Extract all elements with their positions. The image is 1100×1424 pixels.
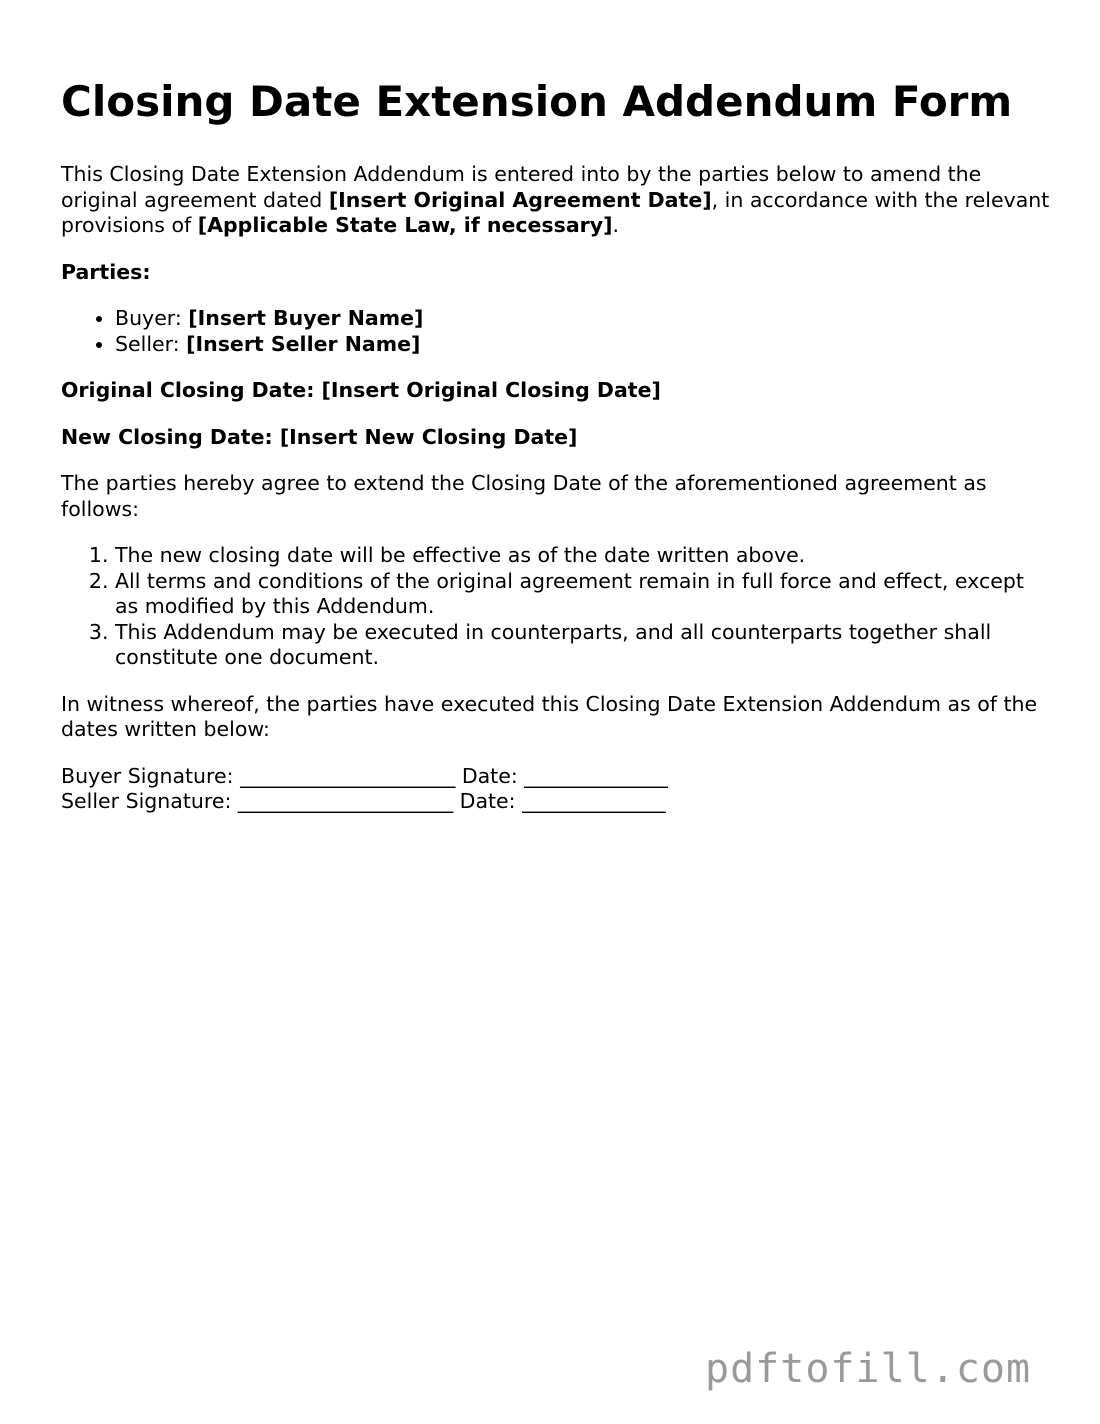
new-closing-date-text: New Closing Date: [Insert New Closing Date] — [61, 424, 578, 449]
buyer-name-placeholder: [Insert Buyer Name] — [188, 306, 424, 330]
state-law-placeholder: [Applicable State Law, if necessary] — [197, 213, 613, 237]
witness-paragraph: In witness whereof, the parties have executed this Closing Date Extension Addendum as of the dates written below: — [61, 691, 1038, 741]
parties-heading-text: Parties: — [61, 259, 151, 284]
seller-signature-line: Seller Signature: _____________________ Date: ______________ — [61, 789, 666, 813]
watermark: pdftofill.com — [705, 1346, 1032, 1392]
agreement-intro: The parties hereby agree to extend the Closing Date of the aforementioned agreement as follows: — [61, 471, 987, 521]
party-item-seller — [115, 332, 1051, 358]
term-item: 2. All terms and conditions of the original agreement remain in full force and effect, except as modified by this Addendum. — [115, 569, 1051, 620]
document-page — [61, 76, 1051, 815]
parties-heading — [61, 260, 1051, 286]
original-agreement-date-placeholder: [Insert Original Agreement Date] — [328, 187, 712, 212]
party-item-buyer — [115, 306, 1051, 332]
party-label: Buyer: — [115, 306, 189, 330]
signature-block — [61, 764, 1051, 815]
buyer-signature-line: Buyer Signature: _____________________ Date: ______________ — [61, 763, 668, 788]
intro-paragraph — [61, 162, 1051, 239]
seller-name-placeholder: [Insert Seller Name] — [186, 331, 421, 356]
party-label: Seller: — [115, 331, 187, 356]
new-closing-date — [61, 425, 1051, 451]
terms-list — [61, 543, 1051, 671]
parties-list — [61, 306, 1051, 357]
term-item: 3. This Addendum may be executed in counterparts, and all counterparts together shall constitute one document. — [115, 620, 1051, 671]
original-closing-date-text: Original Closing Date: [Insert Original Closing Date] — [61, 378, 661, 402]
intro-text-3: . — [612, 213, 620, 237]
intro-text-1: This Closing Date Extension Addendum is entered into by the parties below to amend the original agreement dated — [61, 162, 982, 212]
term-item: 1. The new closing date will be effective as of the date written above. — [115, 543, 1051, 569]
document-title: Closing Date Extension Addendum Form — [61, 77, 1013, 126]
intro-text-2: , in accordance with the relevant provisions of — [61, 187, 1050, 237]
original-closing-date — [61, 378, 1051, 404]
